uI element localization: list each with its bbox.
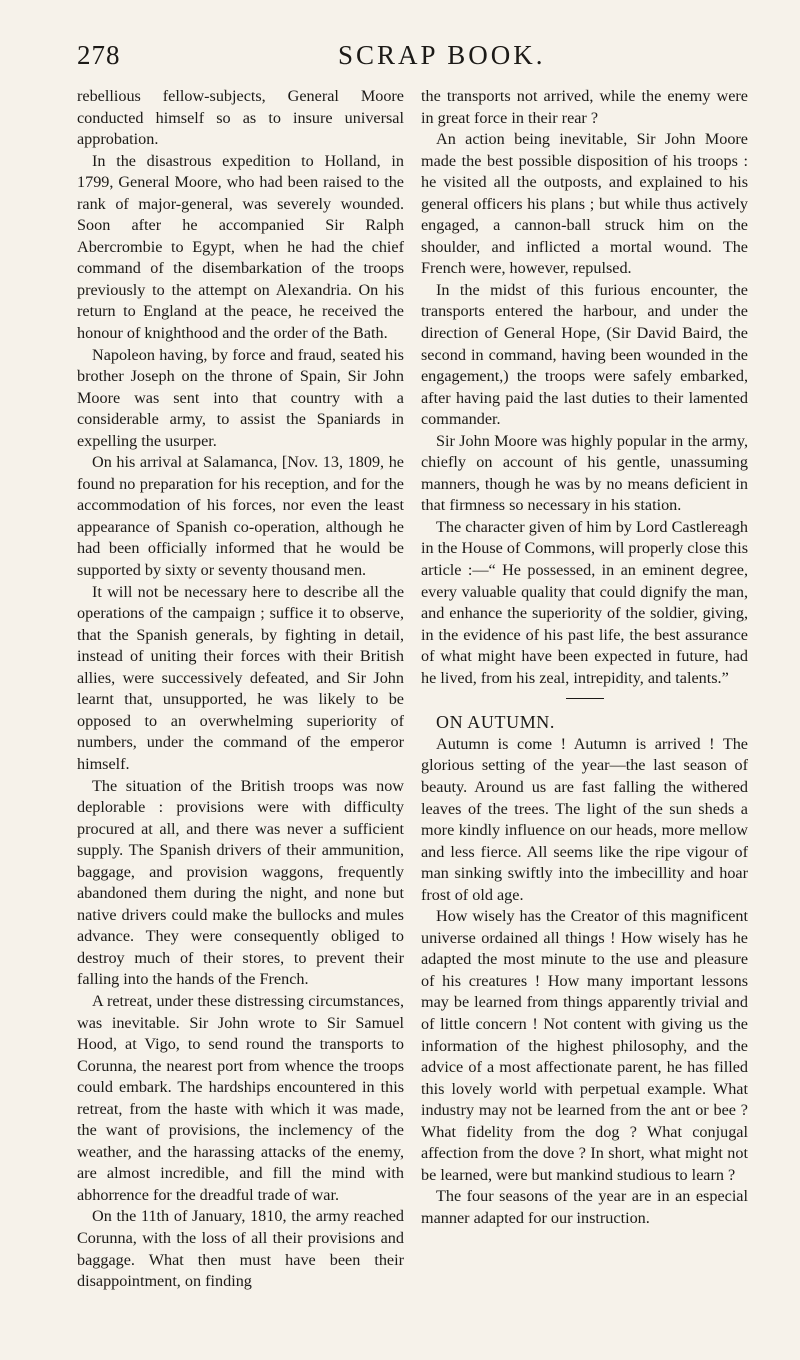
paragraph: It will not be necessary here to describe all the operations of the campaign ; suffice it to observe, that the Spanish generals, by fighting in detail, instead of uniting their forces with their British allies, were successively defeated, and Sir John learnt that, unsupported, he was likely to be opposed to an overwhelming superiority of numbers, under the command of the emperor himself.: [77, 582, 404, 773]
section-title: ON AUTUMN.: [436, 712, 556, 733]
paragraph: Sir John Moore was highly popular in the army, chiefly on account of his gentle, unassuming manners, though he was by no means deficient in that firmness so necessary in his station.: [421, 431, 748, 515]
paragraph: rebellious fellow-subjects, General Moore conducted himself so as to insure universal approbation.: [77, 87, 404, 149]
paragraph: The situation of the British troops was now deplorable : provisions were with difficulty procured at all, and there was never a sufficient supply. The Spanish drivers of their ammunition, baggage, and provision waggons, frequently abandoned them during the night, and none but native drivers could make the bullocks and mules advance. They were consequently obliged to destroy much of their stores, to prevent their falling into the hands of the French.: [77, 776, 404, 989]
paragraph: On his arrival at Salamanca, [Nov. 13, 1809, he found no preparation for his reception, and for the accommodation of his forces, nor even the least appearance of Spanish co-operation, although he had been officially informed that he would be supported by sixty or seventy thousand men.: [77, 453, 404, 580]
paragraph: In the midst of this furious encounter, the transports entered the harbour, and under the direction of General Hope, (Sir David Baird, the second in command, having been wounded in the engagement,) the troops were safely embarked, after having paid the last duties to their lamented commander.: [421, 280, 748, 429]
paragraph: Autumn is come ! Autumn is arrived ! The glorious setting of the year—the last season of beauty. Around us are fast falling the withered leaves of the trees. The light of the sun sheds a more kindly influence on our heads, more mellow and less fierce. All seems like the ripe vigour of man sinking swiftly into the imbecillity and hoar frost of old age.: [421, 734, 748, 904]
paragraph: A retreat, under these distressing circumstances, was inevitable. Sir John wrote to Sir Samuel Hood, at Vigo, to send round the transports to Corunna, the nearest port from whence the troops could embark. The hardships encountered in this retreat, from the haste with which it was made, the want of provisions, the inclemency of the weather, and the harassing attacks of the enemy, are almost incredible, and fill the mind with abhorrence for the dreadful trade of war.: [77, 991, 404, 1204]
paragraph: The character given of him by Lord Castlereagh in the House of Commons, will properly close this article :—“ He possessed, in an eminent degree, every valuable quality that could dignify the man, and enhance the superiority of the soldier, giving, in the evidence of his past life, the best assurance of what might have been expected in future, had he lived, from his zeal, intrepidity, and talents.”: [421, 517, 748, 687]
paragraph: In the disastrous expedition to Holland, in 1799, General Moore, who had been raised to the rank of major-general, was severely wounded. Soon after he accompanied Sir Ralph Abercrombie to Egypt, when he had the chief command of the disembarkation of the troops previously to the attempt on Alexandria. On his return to England at the peace, he received the honour of knighthood and the order of the Bath.: [77, 151, 404, 343]
running-title: SCRAP BOOK.: [338, 40, 546, 70]
section-divider: [566, 698, 604, 699]
paragraph: An action being inevitable, Sir John Moore made the best possible disposition of his troops : he visited all the outposts, and explained to his general officers his plans ; but while thus actively engaged, a cannon-ball struck him on the shoulder, and inflicted a mortal wound. The French were, however, repulsed.: [421, 130, 748, 278]
page-header: [0, 40, 800, 80]
right-column: [421, 86, 748, 1229]
paragraph: The four seasons of the year are in an especial manner adapted for our instruction.: [421, 1187, 748, 1227]
paragraph: Napoleon having, by force and fraud, seated his brother Joseph on the throne of Spain, Sir John Moore was sent into that country with a considerable army, to assist the Spaniards in expelling the usurper.: [77, 345, 404, 450]
page-number: 278: [77, 40, 121, 70]
paragraph: the transports not arrived, while the enemy were in great force in their rear ?: [421, 87, 748, 127]
paragraph: On the 11th of January, 1810, the army reached Corunna, with the loss of all their provisions and baggage. What then must have been their disappointment, on finding: [77, 1207, 404, 1291]
paragraph: How wisely has the Creator of this magnificent universe ordained all things ! How wisely has he adapted the most minute to the use and pleasure of his creatures ! How many important lessons may be learned from things apparently trivial and of little concern ! Not content with giving us the information of the highest philosophy, and the advice of a most affectionate parent, he has filled this lovely world with perpetual example. What industry may not be learned from the ant or bee ? What fidelity from the dog ? What conjugal affection from the dove ? In short, what might not be learned, were but mankind studious to learn ?: [421, 907, 748, 1184]
left-column: [77, 86, 404, 1293]
